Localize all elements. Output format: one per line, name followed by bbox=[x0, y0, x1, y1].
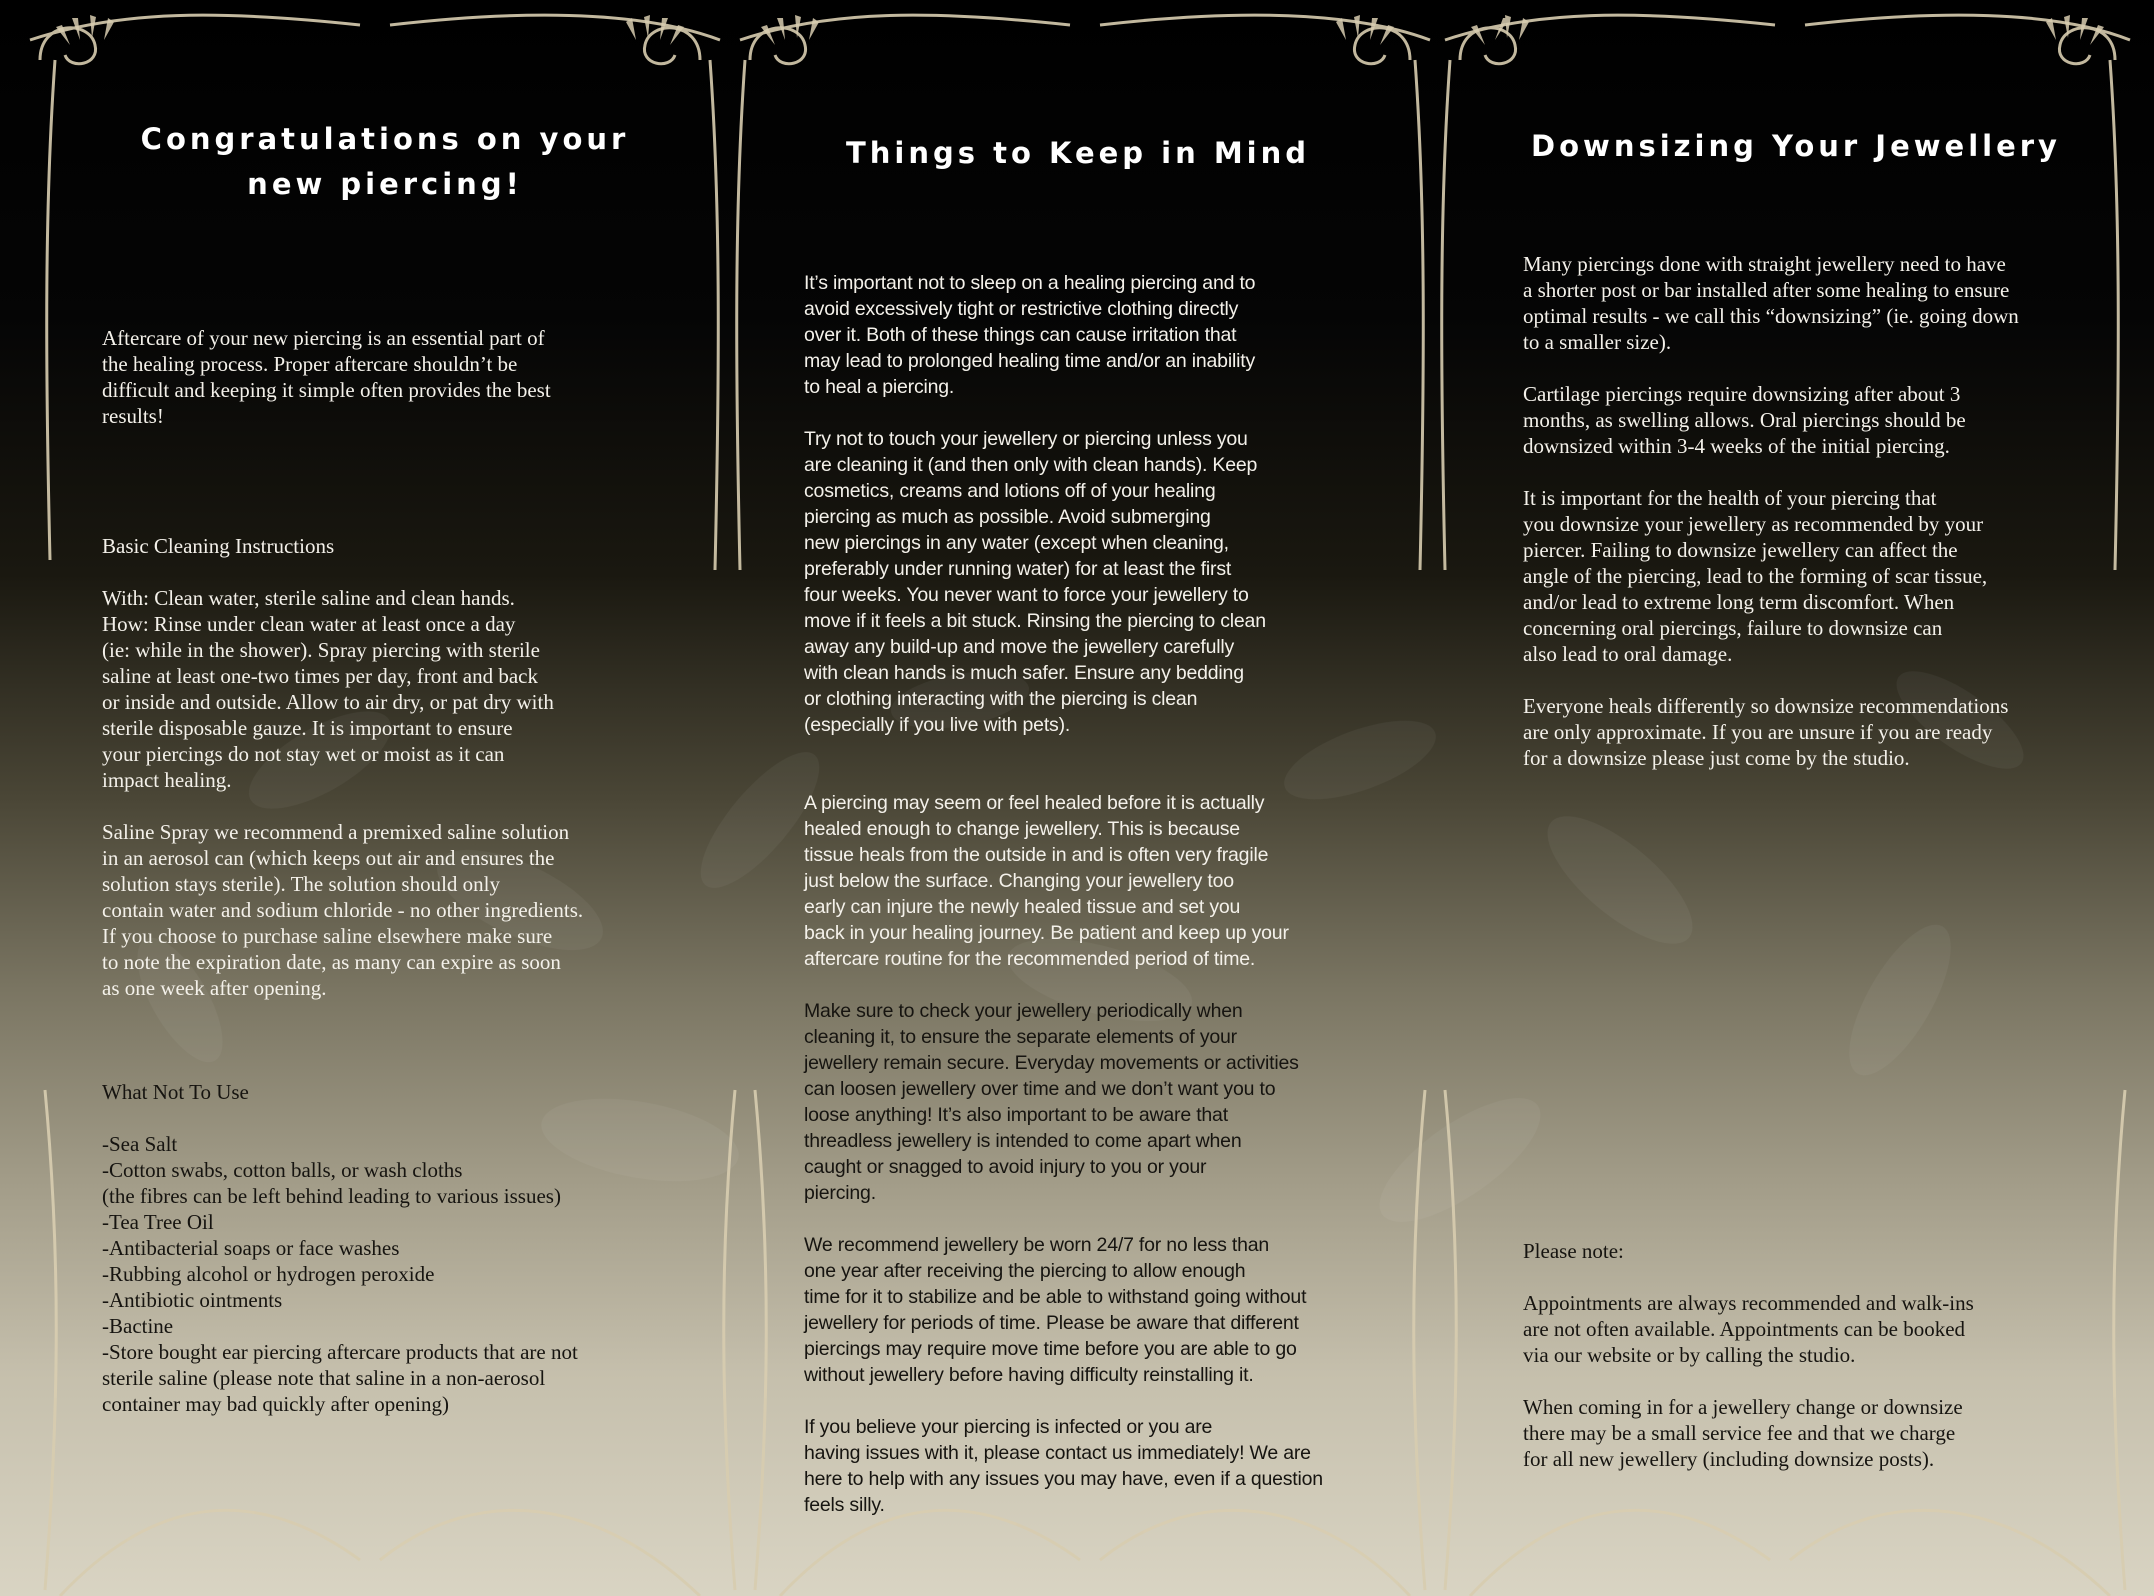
right-body bbox=[1523, 251, 2143, 797]
panel-middle bbox=[718, 0, 1436, 1596]
right-notes bbox=[1523, 1238, 2143, 1498]
touching-jewellery-paragraph: Try not to touch your jewellery or piercing unless you are cleaning it (and then only with clean hands). Keep cosmetics, creams and lotions off of your healing piercing as much as possible. Avoid submerging new piercings in any water (except when cleaning, preferably under running water) for at least the first four weeks. You never want to force your jewellery to move if it feels a bit stuck. Rinsing the piercing to clean away any build-up and move the jewellery carefully with clean hands is much safer. Ensure any bedding or clothing interacting with the piercing is clean (especially if you live with pets). bbox=[804, 428, 1266, 736]
panel-title-congratulations: Congratulations on your new piercing! bbox=[140, 122, 630, 201]
downsize-health-paragraph: It is important for the health of your piercing that you downsize your jewellery as recommended by your piercer. Failing to downsize jewellery can affect the angle of the piercing, lead to the forming of scar tissue, and/or lead to extreme long term discomfort. When concerning oral piercings, failure to downsize can also lead to oral damage. bbox=[1523, 486, 1988, 666]
what-not-to-use-heading: What Not To Use bbox=[102, 1080, 249, 1104]
heals-differently-paragraph: Everyone heals differently so downsize recommendations are only approximate. If you are unsure if you are ready for a downsize please just come by the studio. bbox=[1523, 694, 2009, 770]
panel-left bbox=[0, 0, 718, 1596]
what-not-to-use-list: -Sea Salt -Cotton swabs, cotton balls, or wash cloths (the fibres can be left behind leading to various issues) -Tea Tree Oil -Antibacterial soaps or face washes -Rubbing alcohol or hydrogen peroxide -Antibiotic ointments -Bactine -Store bought ear piercing aftercare products that are not sterile saline (please note that saline in a non-aerosol container may bad quickly after opening) bbox=[102, 1132, 578, 1416]
wear-jewellery-paragraph: We recommend jewellery be worn 24/7 for no less than one year after receiving the piercing to allow enough time for it to stabilize and be able to withstand going without jewellery for periods of time. Please be aware that different piercings may require move time before you are able to go without jewellery before having difficulty reinstalling it. bbox=[804, 1234, 1307, 1386]
panel-right bbox=[1436, 0, 2154, 1596]
please-note-heading: Please note: bbox=[1523, 1239, 1624, 1263]
healed-before-paragraph: A piercing may seem or feel healed before it is actually healed enough to change jewellery. This is because tissue heals from the outside in and is often very fragile just below the surface. Changing your jewellery too early can injure the newly healed tissue and set you back in your healing journey. Be patient and keep up your aftercare routine for the recommended period of time. bbox=[804, 792, 1289, 970]
appointments-paragraph: Appointments are always recommended and walk-ins are not often available. Appointments can be booked via our website or by calling the studio. bbox=[1523, 1291, 1974, 1367]
saline-spray-text: Saline Spray we recommend a premixed saline solution in an aerosol can (which keeps out air and ensures the solution stays sterile). The solution should only contain water and sodium chloride - no other ingredients. If you choose to purchase saline elsewhere make sure to note the expiration date, as many can expire as soon as one week after opening. bbox=[102, 820, 584, 1000]
panel-title-downsizing: Downsizing Your Jewellery bbox=[1531, 129, 2061, 163]
downsizing-intro-paragraph: Many piercings done with straight jewellery need to have a shorter post or bar installed after some healing to ensure optimal results - we call this “downsizing” (ie. going down to a smaller size). bbox=[1523, 252, 2019, 354]
middle-body bbox=[804, 270, 1414, 1544]
aftercare-intro: Aftercare of your new piercing is an essential part of the healing process. Proper aftercare shouldn’t be difficult and keeping it simple often provides the best results! bbox=[102, 326, 551, 428]
panel-title-things-to-keep-in-mind: Things to Keep in Mind bbox=[845, 136, 1311, 170]
cleaning-heading: Basic Cleaning Instructions bbox=[102, 534, 335, 558]
infection-contact-paragraph: If you believe your piercing is infected or you are having issues with it, please contact us immediately! We are here to help with any issues you may have, even if a question feels silly. bbox=[804, 1416, 1323, 1516]
cartilage-oral-paragraph: Cartilage piercings require downsizing after about 3 months, as swelling allows. Oral piercings should be downsized within 3-4 weeks of the initial piercing. bbox=[1523, 382, 1966, 458]
cleaning-instructions: With: Clean water, sterile saline and clean hands. How: Rinse under clean water at least once a day (ie: while in the shower). Spray piercing with sterile saline at least one-two times per day, front and back or inside and outside. Allow to air dry, or pat dry with sterile disposable gauze. It is important to ensure your piercings do not stay wet or moist as it can impact healing. bbox=[102, 586, 554, 792]
left-body bbox=[102, 325, 702, 1443]
check-jewellery-paragraph: Make sure to check your jewellery periodically when cleaning it, to ensure the separate elements of your jewellery remain secure. Everyday movements or activities can loosen jewellery over time and we don’t want you to loose anything! It’s also important to be aware that threadless jewellery is intended to come apart when caught or snagged to avoid injury to you or your piercing. bbox=[804, 1000, 1299, 1204]
sleep-clothing-paragraph: It’s important not to sleep on a healing piercing and to avoid excessively tight or restrictive clothing directly over it. Both of these things can cause irritation that may lead to prolonged healing time and/or an inability to heal a piercing. bbox=[804, 272, 1256, 398]
service-fee-paragraph: When coming in for a jewellery change or downsize there may be a small service fee and that we charge for all new jewellery (including downsize posts). bbox=[1523, 1395, 1963, 1471]
